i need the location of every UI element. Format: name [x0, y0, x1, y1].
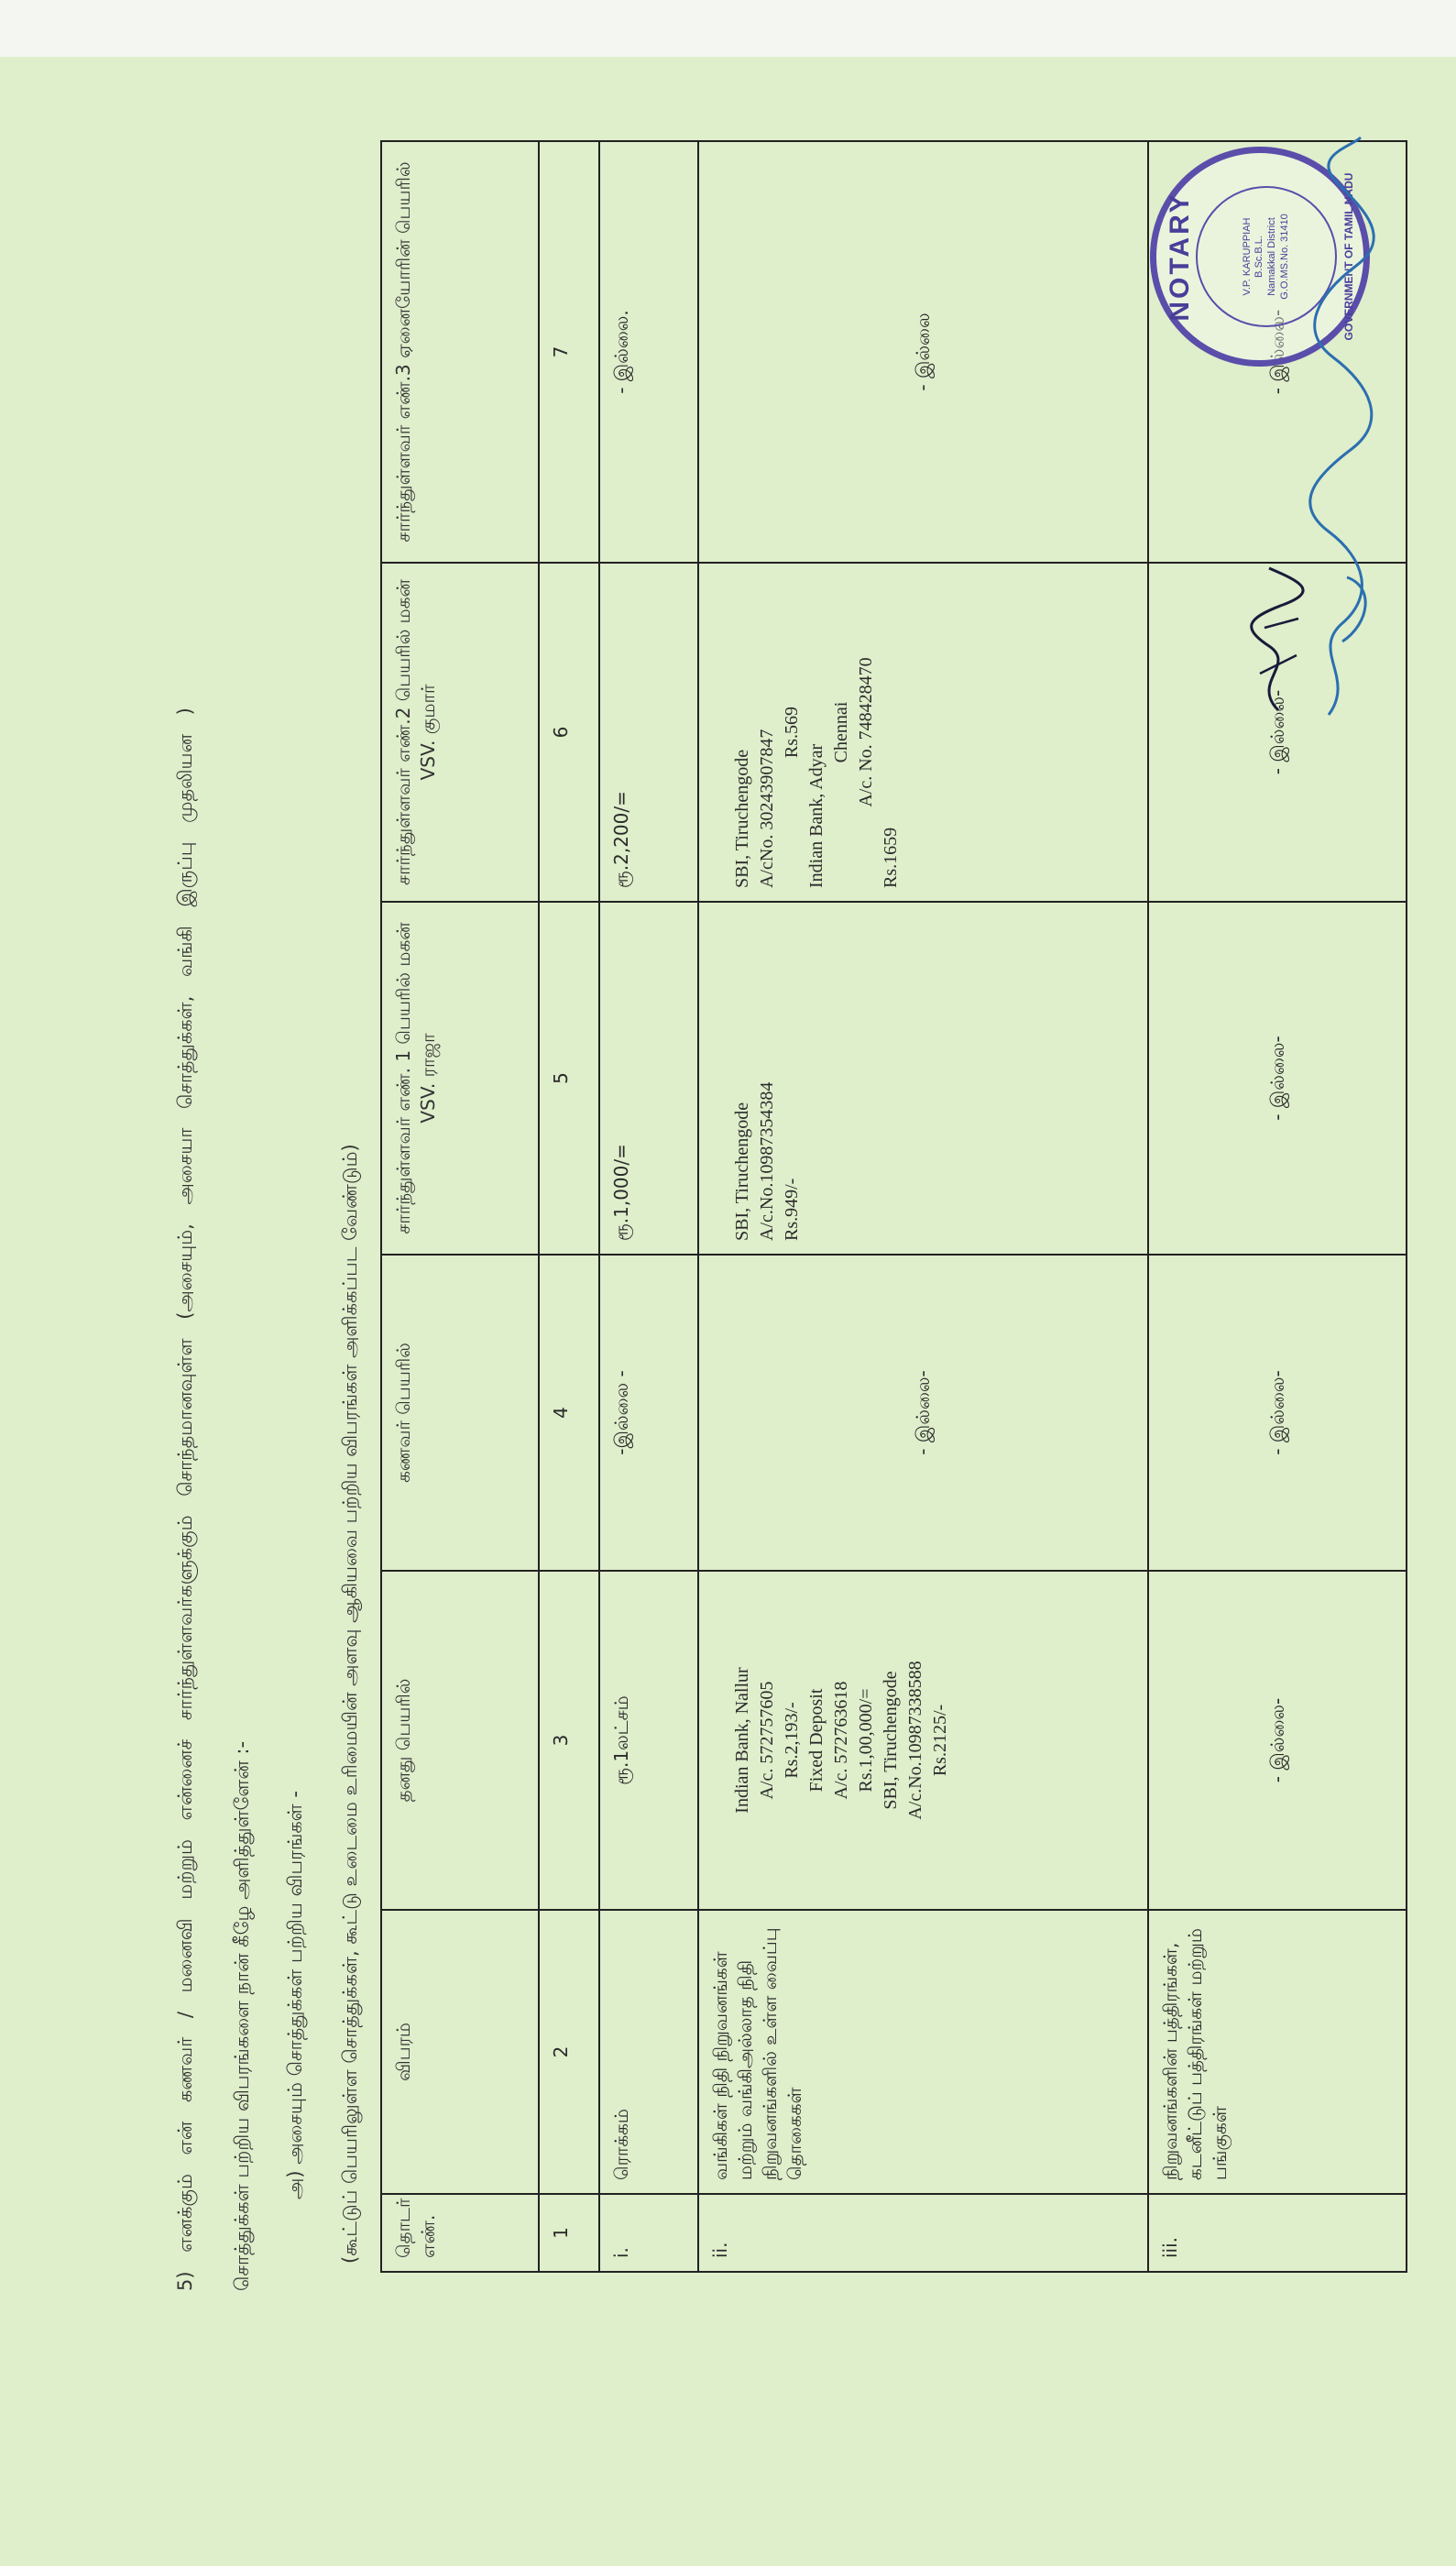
bank-line: SBI, Tiruchengode	[732, 749, 752, 888]
cell-dependent-2: - இல்லை-	[1148, 563, 1407, 902]
cell-self: - இல்லை-	[1148, 1571, 1407, 1910]
stamp-name: V.P. KARUPPIAH	[1241, 217, 1253, 296]
cell-dependent-2: ரூ.2,200/=	[599, 563, 698, 902]
stamp-district: Namakkal District	[1266, 217, 1277, 296]
col-number: 2	[539, 1910, 599, 2194]
cell-dependent-1: ரூ.1,000/=	[599, 902, 698, 1255]
table-row-cash	[599, 141, 698, 2272]
bank-line: SBI, Tiruchengode	[881, 1671, 901, 1810]
bank-line: A/c. No. 748428470	[856, 657, 876, 807]
bank-line: SBI, Tiruchengode	[732, 1102, 752, 1241]
col-number: 1	[539, 2194, 599, 2272]
col-number: 5	[539, 902, 599, 1255]
bank-line: Indian Bank, Adyar	[806, 743, 827, 888]
cell-dependent-3: - இல்லை	[698, 141, 1148, 563]
col-number: 6	[539, 563, 599, 902]
assets-table	[380, 140, 1407, 2273]
bank-line: A/cNo. 30243907847	[757, 729, 777, 888]
bank-line: Rs.949/-	[782, 1178, 802, 1241]
cell-serial: ii.	[698, 2194, 1148, 2272]
paragraph-line-2: சொத்துக்கள் பற்றிய விபரங்களை நான் கீழே அளித்துள்ளேன் :-	[231, 1740, 253, 2291]
bank-line: Rs.1659	[881, 827, 901, 888]
bank-line: A/c.No.10987338588	[905, 1661, 925, 1820]
header-spouse: கணவர் பெயரில்	[381, 1255, 539, 1571]
cell-spouse: - இல்லை-	[698, 1255, 1148, 1571]
signature-blue	[1301, 128, 1384, 733]
paragraph-line-4: (கூட்டுப் பெயரிலுள்ள சொத்துக்கள், கூட்டு உடைமை உரிமையின் அளவு ஆகியவை பற்றிய விபரங்கள் அளிக்கப்பட வேண்டும்)	[339, 1144, 361, 2264]
table-header-row	[381, 141, 539, 2272]
cell-dependent-3: - இல்லை.	[599, 141, 698, 563]
bank-line: A/c.No.10987354384	[757, 1081, 777, 1241]
cell-serial: iii.	[1148, 2194, 1407, 2272]
bank-line: Chennai	[831, 701, 851, 763]
header-dependent-1: சார்ந்துள்ளவர் எண். 1 பெயரில் மகன் VSV. ராஜா	[381, 902, 539, 1255]
table-number-row	[539, 141, 599, 2272]
stamp-reg: G.O.MS.No. 31410	[1278, 214, 1290, 300]
cell-detail: நிறுவனங்களின் பத்திரங்கள், கடனீட்டுப் பத்திரங்கள் மற்றும் பங்குகள்	[1148, 1910, 1407, 2194]
bank-line: A/c. 572757605	[757, 1681, 777, 1800]
cell-self	[698, 1571, 1148, 1910]
bank-line: Rs.569	[782, 706, 802, 759]
header-dependent-3: சார்ந்துள்ளவர் எண்.3 ஏனையோரின் பெயரில்	[381, 141, 539, 563]
col-number: 3	[539, 1571, 599, 1910]
cell-spouse: - இல்லை-	[1148, 1255, 1407, 1571]
bank-line: Indian Bank, Nallur	[732, 1667, 752, 1814]
header-detail: விபரம்	[381, 1910, 539, 2194]
table-row-bank-deposits	[698, 141, 1148, 2272]
col-number: 4	[539, 1255, 599, 1571]
bank-line: Rs.1,00,000/=	[856, 1688, 876, 1793]
cell-dependent-3: - இல்லை-	[1148, 141, 1407, 563]
signature-black	[1242, 564, 1310, 715]
paragraph-line-3: அ) அசையும் சொத்துக்கள் பற்றிய விபரங்கள் -	[284, 1790, 306, 2199]
cell-dependent-2	[698, 563, 1148, 902]
cell-self: ரூ.1லட்சம்	[599, 1571, 698, 1910]
bank-line: Fixed Deposit	[806, 1688, 827, 1793]
stamp-title: NOTARY	[1165, 192, 1195, 322]
cell-detail: வங்கிகள் நிதி நிறுவனங்கள் மற்றும் வங்கிஅல்லாத நிதி நிறுவனங்களில் உள்ள வைப்பு தொகைகள்	[698, 1910, 1148, 2194]
cell-detail: ரொக்கம்	[599, 1910, 698, 2194]
col-number: 7	[539, 141, 599, 563]
bank-line: A/c. 572763618	[831, 1681, 851, 1800]
bank-line: Rs.2,193/-	[782, 1702, 802, 1779]
cell-serial: i.	[599, 2194, 698, 2272]
cell-dependent-1: - இல்லை-	[1148, 902, 1407, 1255]
header-serial: தொடர் எண்.	[381, 2194, 539, 2272]
header-dependent-2: சார்ந்துள்ளவர் எண்.2 பெயரில் மகன் VSV. குமார்	[381, 563, 539, 902]
stamp-footer: GOVERNMENT OF TAMIL NADU	[1342, 172, 1355, 341]
cell-dependent-1	[698, 902, 1148, 1255]
bank-line: Rs.2125/-	[930, 1704, 950, 1777]
header-self: தனது பெயரில்	[381, 1571, 539, 1910]
cell-spouse: -இல்லை -	[599, 1255, 698, 1571]
paragraph-line-1: 5) எனக்கும் என் கணவர் / மனைவி மற்றும் என்னைச் சார்ந்துள்ளவர்களுக்கும் சொந்தமானவுள்ள (அசையும், அசையா சொத்துக்கள், வங்கி இருப்பு முதலியன )	[174, 707, 196, 2291]
stamp-qualification: B.Sc.B.L.	[1253, 236, 1265, 278]
